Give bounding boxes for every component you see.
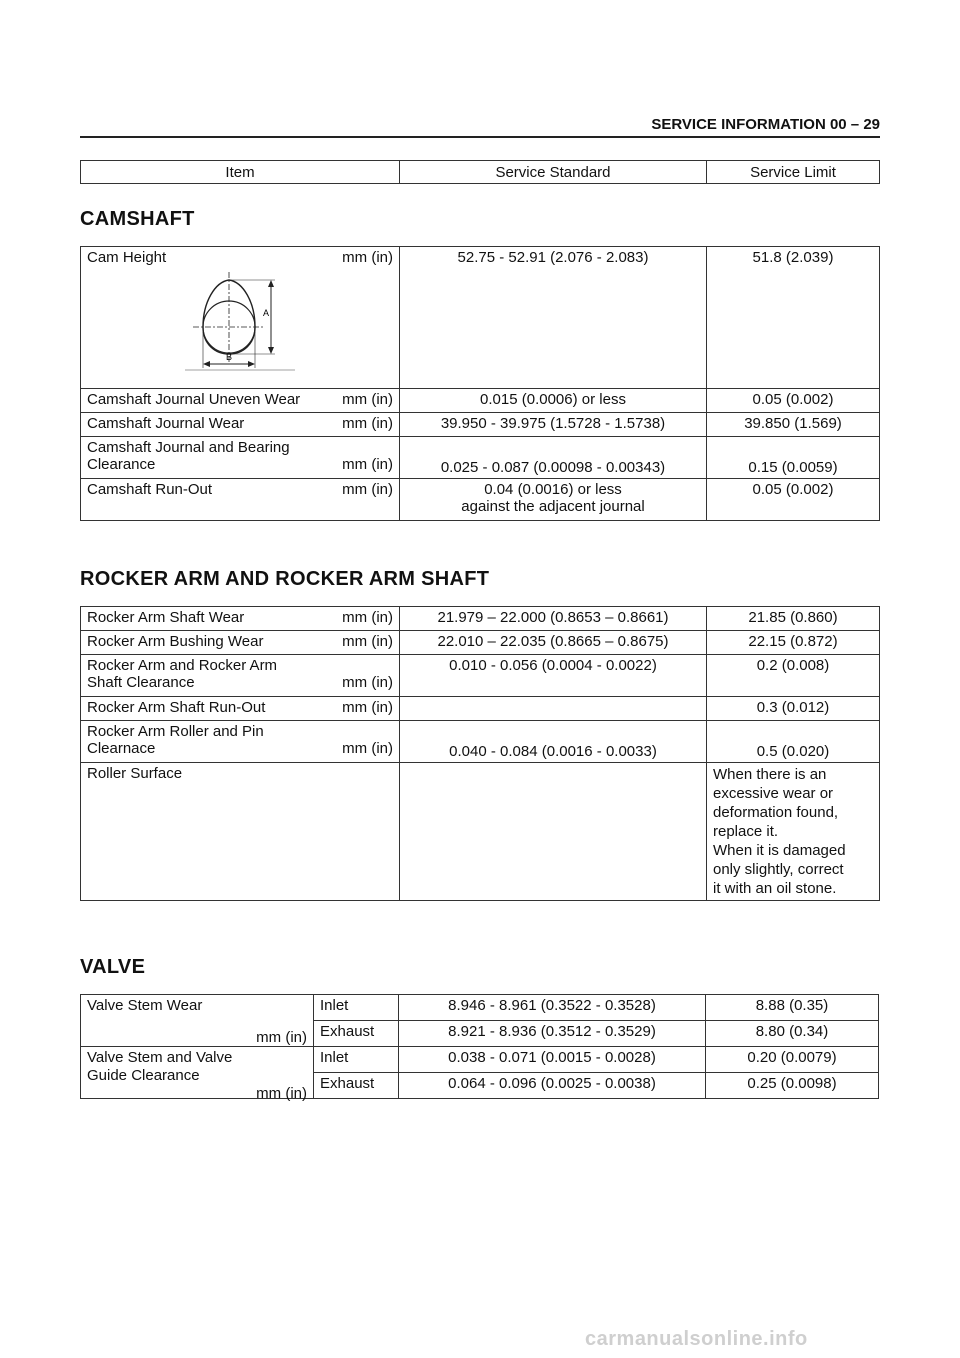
standard-cell: 0.040 - 0.084 (0.0016 - 0.0033) <box>400 721 707 763</box>
valve-heading: VALVE <box>80 956 146 978</box>
item-label: Rocker Arm and Rocker Arm <box>87 657 278 674</box>
standard-cell: 8.946 - 8.961 (0.3522 - 0.3528) <box>399 995 706 1021</box>
item-label: Clearnace <box>87 740 156 757</box>
col-standard-header: Service Standard <box>400 161 707 184</box>
limit-line: When there is an <box>713 766 827 783</box>
limit-line: When it is damaged <box>713 842 846 859</box>
standard-cell: 52.75 - 52.91 (2.076 - 2.083) <box>400 247 707 389</box>
item-label: Clearance <box>87 456 156 473</box>
unit-label: mm (in) <box>342 674 393 691</box>
standard-cell <box>400 479 707 521</box>
standard-cell: 0.010 - 0.056 (0.0004 - 0.0022) <box>400 655 707 697</box>
standard-cell: 39.950 - 39.975 (1.5728 - 1.5738) <box>400 413 707 437</box>
unit-label: mm (in) <box>342 609 393 626</box>
table-row <box>81 437 880 479</box>
unit-label: mm (in) <box>342 415 393 432</box>
item-label: Valve Stem Wear <box>87 997 203 1014</box>
item-label: Camshaft Run-Out <box>87 481 213 498</box>
item-label: Guide Clearance <box>87 1067 200 1084</box>
limit-cell: 8.88 (0.35) <box>706 995 879 1021</box>
limit-cell: 8.80 (0.34) <box>706 1021 879 1047</box>
standard-line: 0.04 (0.0016) or less <box>484 481 622 498</box>
unit-label: mm (in) <box>342 456 393 473</box>
item-label: Rocker Arm Shaft Wear <box>87 609 245 626</box>
rocker-heading: ROCKER ARM AND ROCKER ARM SHAFT <box>80 568 490 590</box>
item-label: Rocker Arm Bushing Wear <box>87 633 264 650</box>
limit-cell: 0.05 (0.002) <box>707 389 880 413</box>
limit-cell: 39.850 (1.569) <box>707 413 880 437</box>
unit-label: mm (in) <box>342 481 393 498</box>
item-label: Valve Stem and Valve <box>87 1049 233 1066</box>
standard-cell: 8.921 - 8.936 (0.3512 - 0.3529) <box>399 1021 706 1047</box>
unit-label: mm (in) <box>256 1085 307 1102</box>
item-cell <box>81 247 400 389</box>
standard-cell: 21.979 – 22.000 (0.8653 – 0.8661) <box>400 607 707 631</box>
unit-label: mm (in) <box>342 740 393 757</box>
limit-cell <box>707 763 880 901</box>
standard-cell: 0.038 - 0.071 (0.0015 - 0.0028) <box>399 1047 706 1073</box>
limit-line: it with an oil stone. <box>713 880 837 897</box>
limit-cell: 0.15 (0.0059) <box>707 437 880 479</box>
cam-label-b: B <box>226 352 233 362</box>
valve-table <box>80 994 879 1102</box>
standard-cell: 0.015 (0.0006) or less <box>400 389 707 413</box>
watermark: carmanualsonline.info <box>585 1328 808 1350</box>
item-label: Cam Height <box>87 249 167 266</box>
standard-cell: 0.025 - 0.087 (0.00098 - 0.00343) <box>400 437 707 479</box>
item-label: Roller Surface <box>81 763 400 901</box>
standard-cell: 22.010 – 22.035 (0.8665 – 0.8675) <box>400 631 707 655</box>
unit-label: mm (in) <box>342 633 393 650</box>
item-label: Camshaft Journal Uneven Wear <box>87 391 301 408</box>
standard-cell <box>400 697 707 721</box>
item-label: Camshaft Journal Wear <box>87 415 245 432</box>
cam-label-a: A <box>263 308 270 318</box>
item-label: Shaft Clearance <box>87 674 195 691</box>
item-label: Rocker Arm Roller and Pin <box>87 723 264 740</box>
port-label: Exhaust <box>314 1021 399 1047</box>
limit-line: excessive wear or <box>713 785 834 802</box>
unit-label: mm (in) <box>342 391 393 408</box>
page-header <box>80 116 880 138</box>
unit-label: mm (in) <box>342 699 393 716</box>
table-row <box>81 1047 879 1073</box>
standard-cell <box>400 763 707 901</box>
limit-cell: 0.5 (0.020) <box>707 721 880 763</box>
standard-cell: 0.064 - 0.096 (0.0025 - 0.0038) <box>399 1073 706 1099</box>
limit-line: replace it. <box>713 823 779 840</box>
item-cell <box>81 995 314 1047</box>
col-item-header: Item <box>81 161 400 184</box>
table-row <box>81 607 880 631</box>
table-row <box>81 247 880 389</box>
column-header-table <box>80 160 880 184</box>
table-row <box>81 413 880 437</box>
item-label: Camshaft Journal and Bearing <box>87 439 290 456</box>
table-row <box>81 995 879 1021</box>
port-label: Inlet <box>314 995 399 1021</box>
rocker-table <box>80 606 880 901</box>
limit-line: only slightly, correct <box>713 861 844 878</box>
limit-line: deformation found, <box>713 804 839 821</box>
limit-cell: 0.25 (0.0098) <box>706 1073 879 1099</box>
table-row <box>81 631 880 655</box>
item-cell <box>81 1047 314 1102</box>
limit-cell: 0.20 (0.0079) <box>706 1047 879 1073</box>
unit-label: mm (in) <box>256 1029 307 1046</box>
port-label: Exhaust <box>314 1073 399 1099</box>
page-title: SERVICE INFORMATION 00 – 29 <box>651 116 880 133</box>
limit-cell: 22.15 (0.872) <box>707 631 880 655</box>
limit-cell: 21.85 (0.860) <box>707 607 880 631</box>
standard-line: against the adjacent journal <box>461 498 645 515</box>
table-row <box>81 763 880 901</box>
col-limit-header: Service Limit <box>707 161 880 184</box>
port-label: Inlet <box>314 1047 399 1073</box>
camshaft-heading: CAMSHAFT <box>80 208 195 230</box>
limit-cell: 51.8 (2.039) <box>707 247 880 389</box>
table-row <box>81 389 880 413</box>
unit-label: mm (in) <box>342 249 393 266</box>
camshaft-table <box>80 246 880 521</box>
limit-cell: 0.3 (0.012) <box>707 697 880 721</box>
limit-cell: 0.2 (0.008) <box>707 655 880 697</box>
limit-cell: 0.05 (0.002) <box>707 479 880 521</box>
table-row <box>81 721 880 763</box>
table-row <box>81 655 880 697</box>
table-row <box>81 479 880 521</box>
cam-profile-figure <box>185 272 295 372</box>
item-label: Rocker Arm Shaft Run-Out <box>87 699 266 716</box>
table-row <box>81 697 880 721</box>
